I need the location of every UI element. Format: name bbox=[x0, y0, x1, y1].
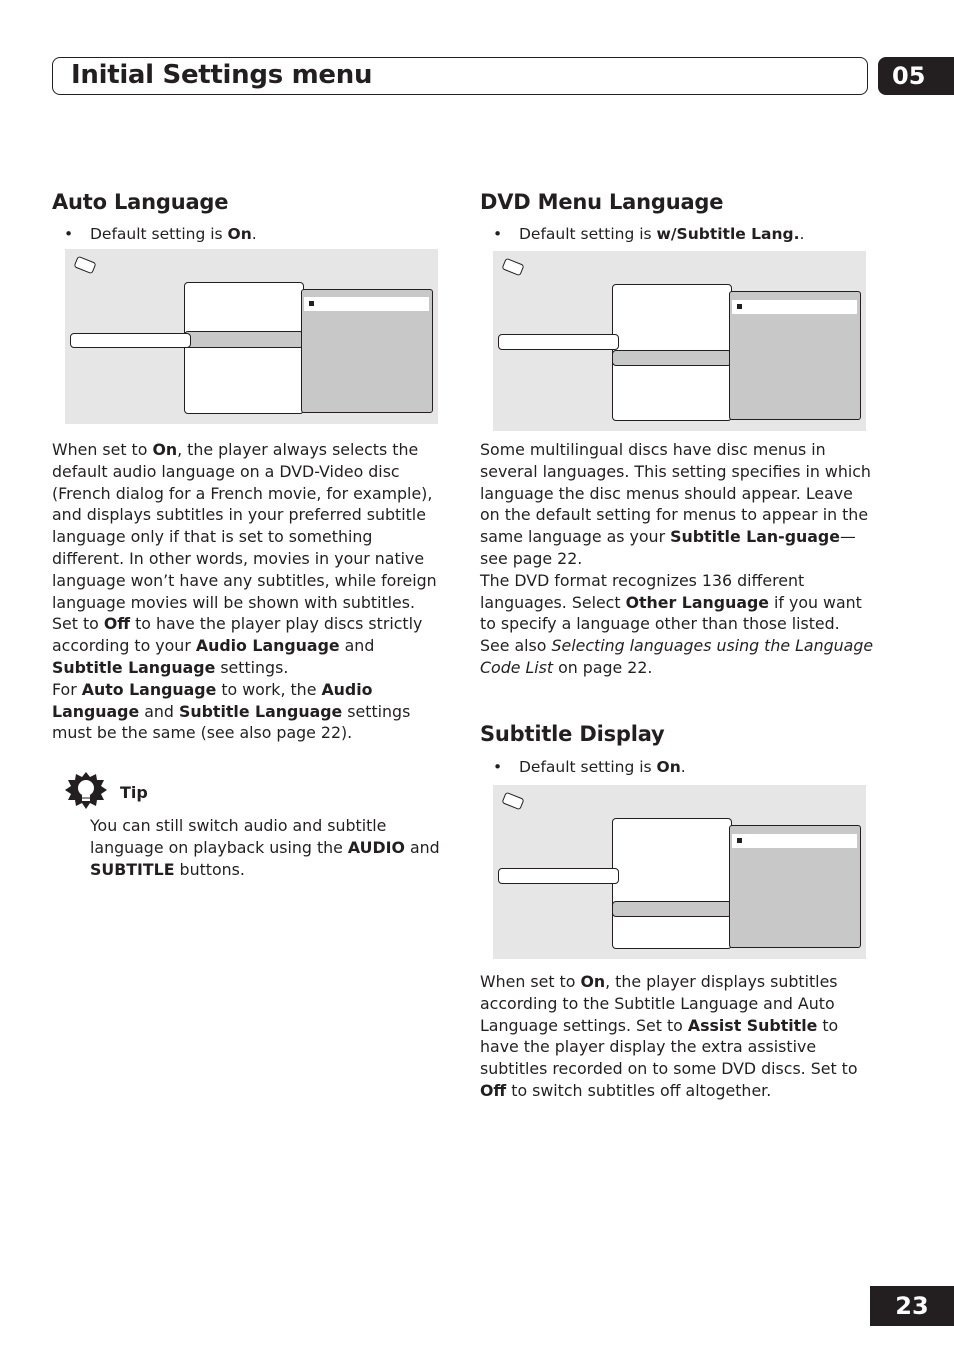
dvd-menu-language-body bbox=[480, 439, 874, 679]
bullet-glyph: • bbox=[64, 225, 74, 243]
options-panel bbox=[729, 291, 861, 420]
bold-term: Subtitle Lan-guage bbox=[670, 527, 840, 547]
paragraph: When set to On, the player always selects the default audio language on a DVD-Video disc (French dialog for a French movie, for example), and displays subtitles in your preferred subtitle language only if that is set to something different. In other words, movies in your native language won’t have any subtitles, while foreign language movies will be shown with subtitles. bbox=[52, 440, 437, 612]
default-value: On bbox=[656, 758, 681, 776]
options-panel bbox=[301, 289, 433, 413]
bold-term: SUBTITLE bbox=[90, 859, 175, 879]
page-title: Initial Settings menu bbox=[71, 60, 373, 90]
auto-language-body bbox=[52, 439, 446, 744]
subtitle-display-heading: Subtitle Display bbox=[480, 722, 665, 746]
auto-language-heading: Auto Language bbox=[52, 190, 229, 214]
selected-option bbox=[732, 300, 857, 314]
bold-term: Assist Subtitle bbox=[687, 1015, 818, 1035]
subtitle-display-default: • Default setting is On. bbox=[493, 758, 686, 776]
bold-term: Subtitle Language bbox=[52, 657, 216, 677]
default-value: w/Subtitle Lang. bbox=[656, 225, 800, 243]
tip-lightbulb-icon bbox=[64, 772, 108, 814]
paragraph: The DVD format recognizes 136 different languages. Select Other Language if you want to specify a language other than those listed. See also Selecting languages using the Language Code List on page 22. bbox=[480, 570, 874, 677]
header-bar bbox=[52, 57, 868, 95]
dvd-menu-language-screen-illustration bbox=[493, 251, 866, 431]
selected-option bbox=[304, 297, 429, 311]
category-bar bbox=[498, 334, 619, 350]
disc-icon bbox=[501, 792, 524, 811]
auto-language-default: • Default setting is On. bbox=[64, 225, 257, 243]
bold-term: Off bbox=[103, 614, 131, 634]
menu-column bbox=[184, 282, 304, 414]
disc-icon bbox=[501, 258, 524, 277]
auto-language-screen-illustration bbox=[65, 249, 438, 424]
subtitle-display-body bbox=[480, 971, 874, 1102]
bold-term: On bbox=[152, 440, 178, 459]
default-value: On bbox=[227, 225, 252, 243]
bold-term: Audio Language bbox=[195, 636, 340, 656]
bold-term: AUDIO bbox=[347, 837, 405, 857]
tip-body bbox=[90, 815, 450, 880]
bold-term: On bbox=[580, 972, 606, 991]
paragraph: When set to On, the player displays subtitles according to the Subtitle Language and Auto Language settings. Set to Assist Subtitle to have the player display the extra assistive subtitles recorded on to some DVD discs. Set to Off to switch subtitles off altogether. bbox=[480, 972, 858, 1100]
bold-term: Auto Language bbox=[81, 679, 217, 699]
paragraph: Some multilingual discs have disc menus in several languages. This setting specifies in which language the disc menus should appear. Leave on the default setting for menus to appear in the same language as your Subtitle Lan-guage—see page 22. bbox=[480, 440, 871, 568]
paragraph: For Auto Language to work, the Audio Language and Subtitle Language settings must be the same (see also page 22). bbox=[52, 679, 411, 743]
bullet-glyph: • bbox=[493, 225, 503, 243]
subtitle-display-screen-illustration bbox=[493, 785, 866, 959]
options-panel bbox=[729, 825, 861, 948]
dvd-menu-language-default: • Default setting is w/Subtitle Lang.. bbox=[493, 225, 805, 243]
tip-label: Tip bbox=[120, 783, 148, 802]
bold-term: Subtitle Language bbox=[178, 701, 343, 721]
category-bar bbox=[70, 333, 191, 348]
menu-highlight bbox=[612, 901, 732, 917]
bold-term: Other Language bbox=[625, 592, 770, 612]
category-bar bbox=[498, 868, 619, 884]
italic-reference: Selecting languages using the Language Code List bbox=[480, 636, 874, 677]
menu-highlight bbox=[184, 331, 304, 348]
paragraph: Set to Off to have the player play discs strictly according to your Audio Language and Subtitle Language settings. bbox=[52, 614, 423, 677]
chapter-number: 05 bbox=[878, 57, 954, 95]
menu-column bbox=[612, 818, 732, 949]
disc-icon bbox=[73, 256, 96, 275]
dvd-menu-language-heading: DVD Menu Language bbox=[480, 190, 724, 214]
paragraph: You can still switch audio and subtitle language on playback using the AUDIO and SUBTITLE buttons. bbox=[90, 816, 440, 879]
bold-term: Off bbox=[480, 1080, 507, 1100]
bold-term: Audio Language bbox=[52, 679, 373, 721]
menu-highlight bbox=[612, 350, 732, 366]
bullet-glyph: • bbox=[493, 758, 503, 776]
page-number: 23 bbox=[870, 1286, 954, 1326]
selected-option bbox=[732, 834, 857, 848]
